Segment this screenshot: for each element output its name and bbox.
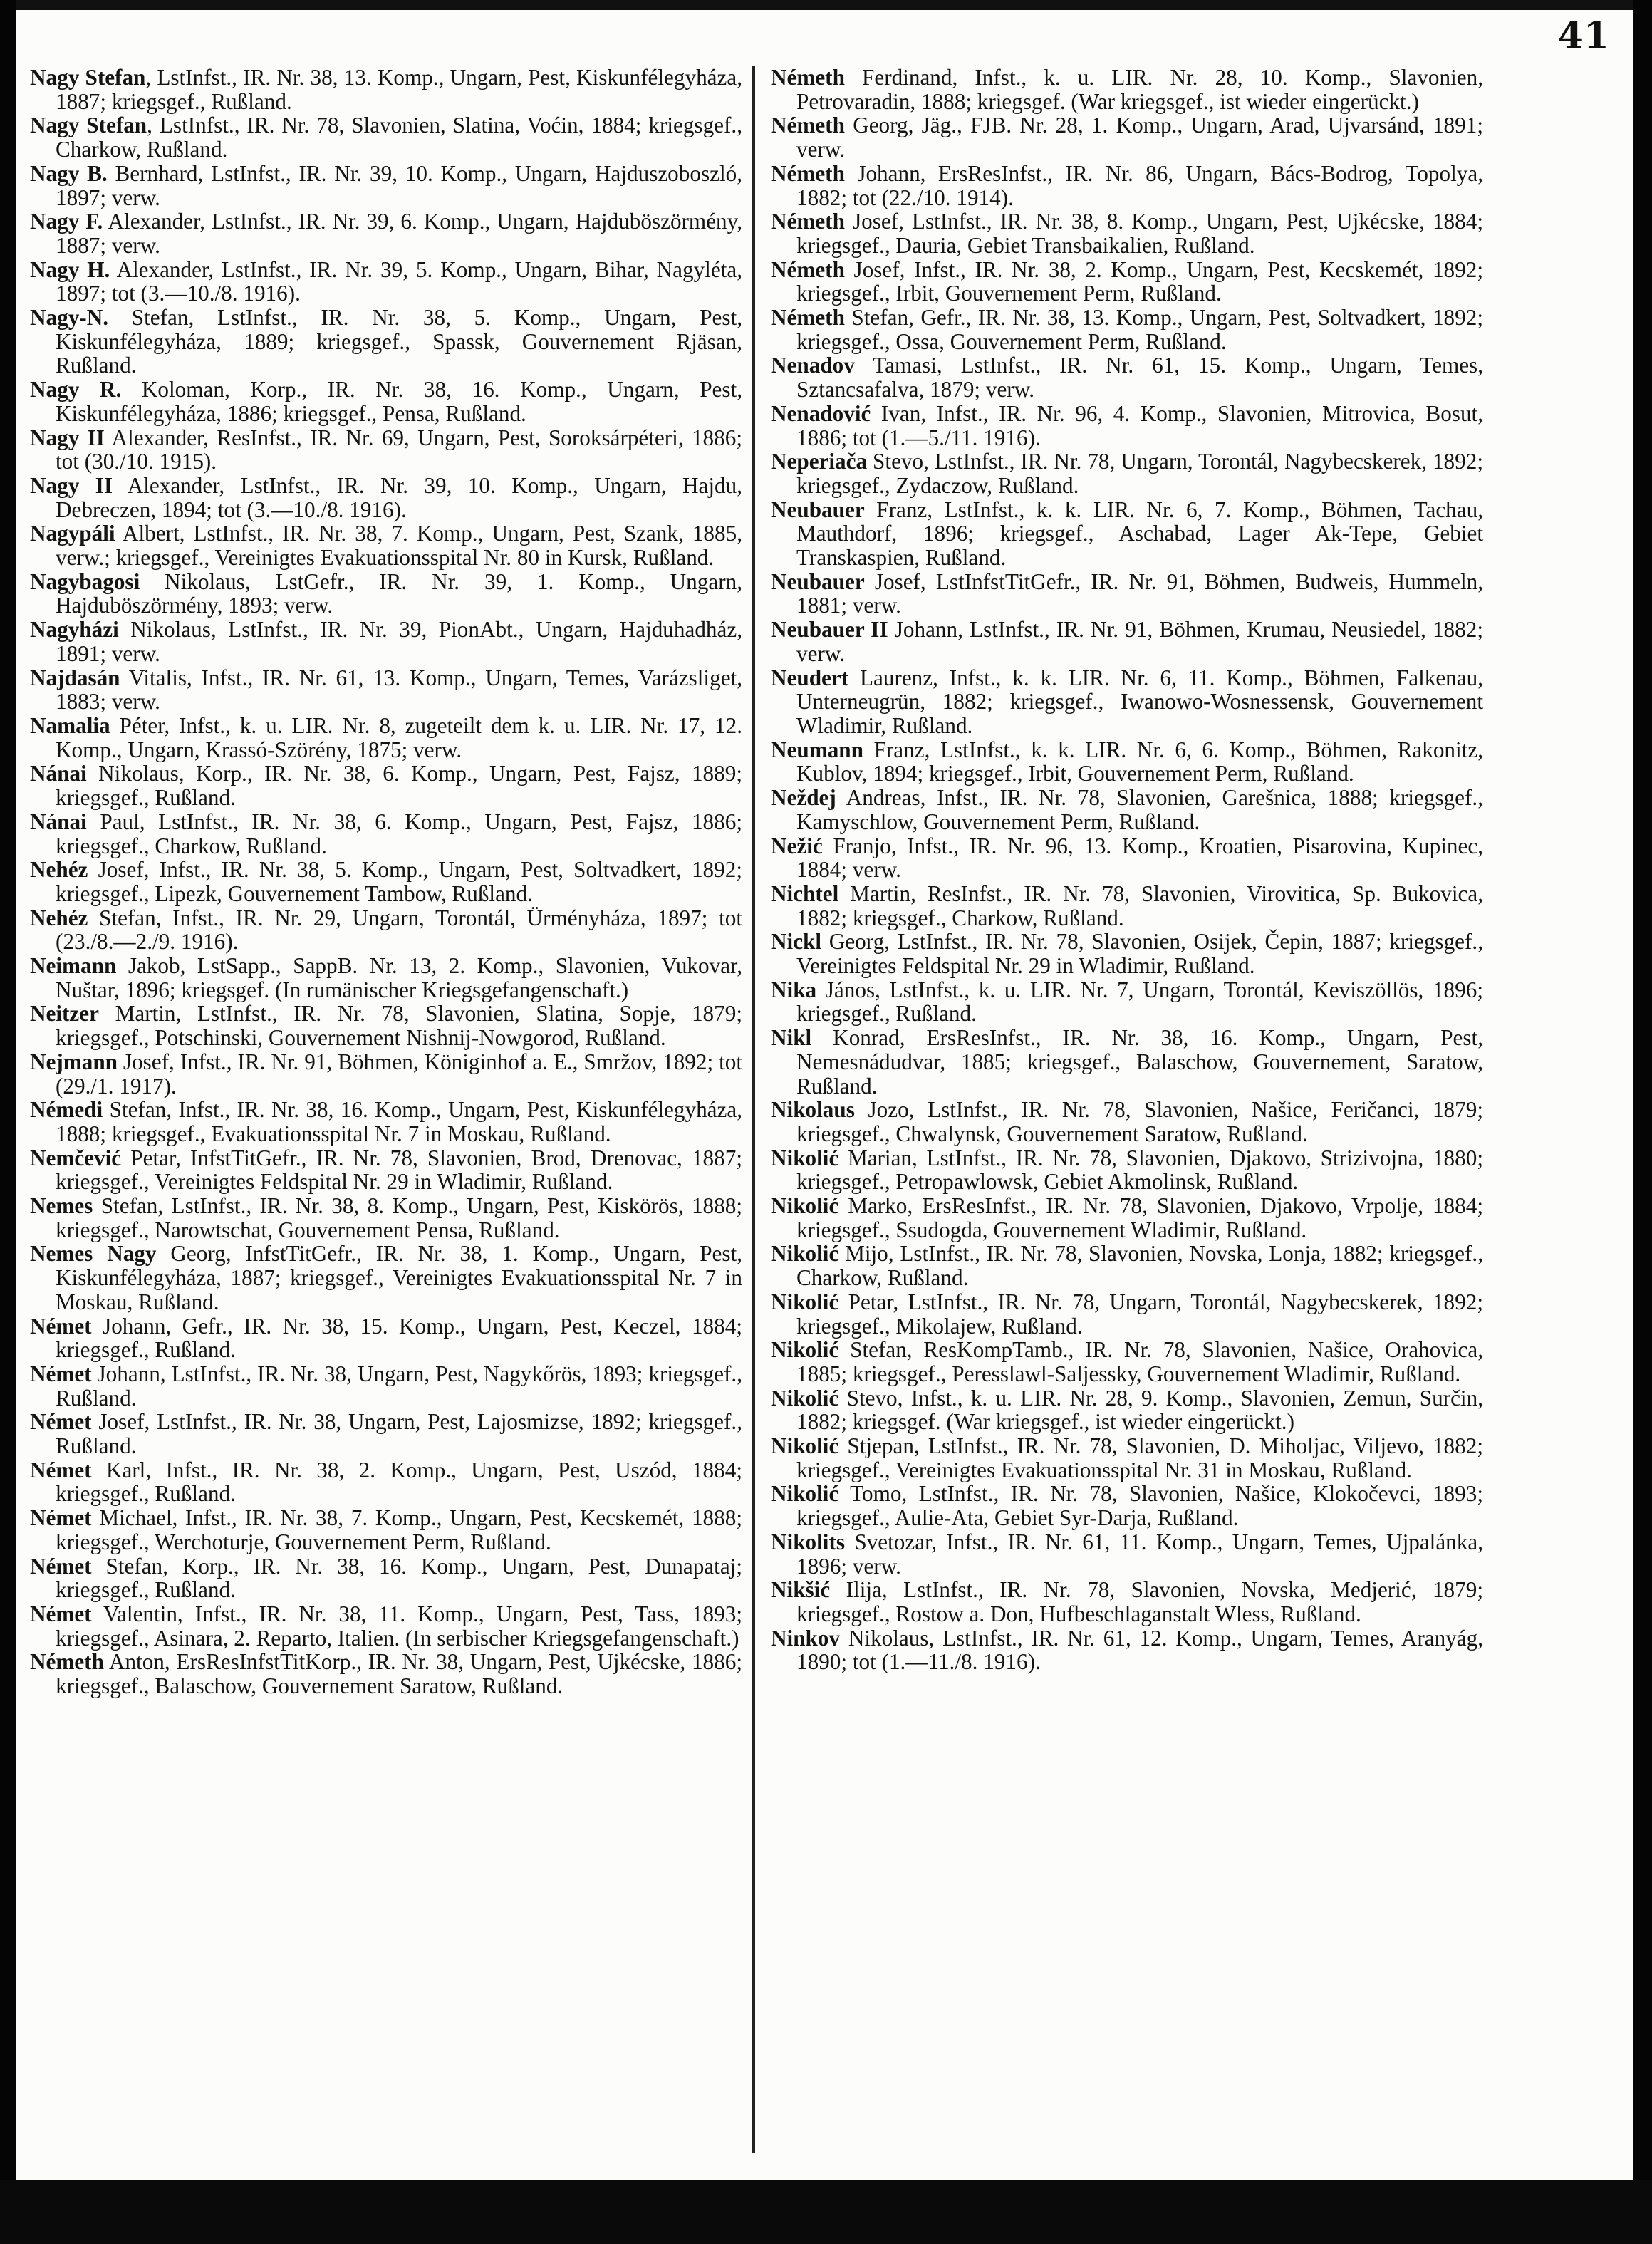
entry-details: Tamasi, LstInfst., IR. Nr. 61, 15. Komp., Ungarn, Temes, Sztancsafalva, 1879; verw. (796, 353, 1483, 402)
entry-surname: Nagy H. (30, 256, 110, 282)
entry-surname: Nikolaus (771, 1097, 855, 1123)
list-entry (771, 1338, 1483, 1386)
entry-surname: Németh (30, 1649, 104, 1675)
entry-details: Georg, InfstTitGefr., IR. Nr. 38, 1. Komp., Ungarn, Pest, Kiskunfélegyháza, 1887; kriegsgef., Vereinigtes Evakuationsspital Nr. 7 in Moskau, Rußland. (56, 1241, 742, 1314)
list-entry (30, 1050, 742, 1098)
list-entry (30, 762, 742, 809)
list-entry (771, 1194, 1483, 1242)
list-entry (30, 810, 742, 858)
entry-details: Johann, LstInfst., IR. Nr. 38, Ungarn, Pest, Nagykőrös, 1893; kriegsgef., Rußland. (56, 1361, 742, 1411)
entry-surname: Nagy Stefan (30, 65, 146, 90)
entry-surname: Nagypáli (30, 521, 115, 546)
entry-details: Koloman, Korp., IR. Nr. 38, 16. Komp., Ungarn, Pest, Kiskunfélegyháza, 1886; kriegsgef., Pensa, Rußland. (56, 377, 743, 426)
entry-surname: Nemes Nagy (30, 1241, 157, 1267)
entry-surname: Nagy-N. (30, 305, 109, 331)
entry-surname: Neimann (30, 953, 117, 979)
entry-details: Nikolaus, LstInfst., IR. Nr. 39, PionAbt., Ungarn, Hajduhadház, 1891; verw. (56, 617, 742, 666)
entry-details: , LstInfst., IR. Nr. 78, Slavonien, Slatina, Voćin, 1884; kriegsgef., Charkow, Rußland. (56, 113, 742, 162)
list-entry (30, 162, 742, 209)
entry-details: Stjepan, LstInfst., IR. Nr. 78, Slavonien, D. Miholjac, Viljevo, 1882; kriegsgef., Vereinigtes Evakuationsspital Nr. 31 in Moskau, Rußland. (796, 1433, 1483, 1482)
entry-details: Marian, LstInfst., IR. Nr. 78, Slavonien, Djakovo, Strizivojna, 1880; kriegsgef., Petropawlowsk, Gebiet Akmolinsk, Rußland. (796, 1145, 1483, 1195)
entry-surname: Neždej (771, 785, 836, 811)
entry-details: Jakob, LstSapp., SappB. Nr. 13, 2. Komp., Slavonien, Vukovar, Nuštar, 1896; kriegsgef. (In rumänischer Kriegsgefangenschaft.) (56, 953, 742, 1002)
entry-details: Stevo, Infst., k. u. LIR. Nr. 28, 9. Komp., Slavonien, Zemun, Surčin, 1882; kriegsgef. (War kriegsgef., ist wieder eingerückt.) (796, 1385, 1483, 1435)
list-entry (30, 1554, 742, 1602)
entry-details: Martin, ResInfst., IR. Nr. 78, Slavonien, Virovitica, Sp. Bukovica, 1882; kriegsgef., Charkow, Rußland. (796, 881, 1483, 930)
right-column (771, 66, 1483, 1674)
entry-details: Franjo, Infst., IR. Nr. 96, 13. Komp., Kroatien, Pisarovina, Kupinec, 1884; verw. (796, 833, 1483, 883)
column-divider (752, 66, 755, 2153)
entry-details: Bernhard, LstInfst., IR. Nr. 39, 10. Komp., Ungarn, Hajduszoboszló, 1897; verw. (56, 160, 742, 210)
entry-details: , LstInfst., IR. Nr. 38, 13. Komp., Ungarn, Pest, Kiskunfélegyháza, 1887; kriegsgef., Rußland. (56, 65, 742, 114)
entry-surname: Nenadov (771, 353, 855, 378)
list-entry (771, 834, 1483, 882)
entry-surname: Némedi (30, 1097, 103, 1123)
entry-details: Johann, Gefr., IR. Nr. 38, 15. Komp., Ungarn, Pest, Keczel, 1884; kriegsgef., Rußland. (56, 1313, 742, 1363)
entry-surname: Német (30, 1505, 92, 1531)
entry-surname: Nánai (30, 809, 87, 834)
entry-details: Nikolaus, Korp., IR. Nr. 38, 6. Komp., Ungarn, Pest, Fajsz, 1889; kriegsgef., Rußland. (56, 761, 742, 811)
entry-details: Marko, ErsResInfst., IR. Nr. 78, Slavonien, Djakovo, Vrpolje, 1884; kriegsgef., Ssudogda, Gouvernement Wladimir, Rußland. (796, 1193, 1483, 1242)
entry-surname: Nehéz (30, 857, 88, 883)
left-column (30, 66, 742, 1698)
list-entry (30, 209, 742, 257)
list-entry (30, 1362, 742, 1410)
list-entry (30, 1410, 742, 1458)
entry-surname: Nagy Stefan (30, 113, 147, 138)
entry-surname: Nagy B. (30, 160, 108, 186)
entry-details: Mijo, LstInfst., IR. Nr. 78, Slavonien, Novska, Lonja, 1882; kriegsgef., Charkow, Rußland. (796, 1241, 1483, 1291)
scan-border-right (1633, 0, 1652, 2244)
entry-details: Michael, Infst., IR. Nr. 38, 7. Komp., Ungarn, Pest, Kecskemét, 1888; kriegsgef., Werchoturje, Gouvernement Perm, Rußland. (56, 1505, 742, 1554)
entry-surname: Nagy II (30, 425, 105, 450)
list-entry (771, 978, 1483, 1026)
entry-surname: Namalia (30, 712, 110, 738)
entry-surname: Németh (771, 256, 845, 282)
entry-surname: Najdasán (30, 665, 120, 690)
entry-surname: Németh (771, 305, 845, 331)
list-entry (30, 113, 742, 161)
list-entry (771, 498, 1483, 570)
list-entry (30, 666, 742, 714)
entry-details: Konrad, ErsResInfst., IR. Nr. 38, 16. Komp., Ungarn, Pest, Nemesnádudvar, 1885; kriegsgef., Balaschow, Gouvernement, Saratow, Rußland. (796, 1025, 1483, 1098)
entry-details: Stefan, Infst., IR. Nr. 38, 16. Komp., Ungarn, Pest, Kiskunfélegyháza, 1888; kriegsgef., Evakuationsspital Nr. 7 in Moskau, Rußland. (56, 1097, 742, 1146)
entry-details: Josef, Infst., IR. Nr. 91, Böhmen, Königinhof a. E., Smržov, 1892; tot (29./1. 1917). (56, 1049, 742, 1098)
entry-surname: Nenadović (771, 400, 871, 426)
entry-details: Johann, LstInfst., IR. Nr. 91, Böhmen, Krumau, Neusiedel, 1882; verw. (796, 617, 1483, 666)
entry-details: Petar, InfstTitGefr., IR. Nr. 78, Slavonien, Brod, Drenovac, 1887; kriegsgef., Vereinigtes Feldspital Nr. 29 in Wladimir, Rußland. (56, 1145, 742, 1195)
entry-details: Josef, Infst., IR. Nr. 38, 5. Komp., Ungarn, Pest, Soltvadkert, 1892; kriegsgef., Lipezk, Gouvernement Tambow, Rußland. (56, 857, 742, 906)
list-entry (771, 1578, 1483, 1626)
list-entry (30, 378, 742, 425)
entry-details: Albert, LstInfst., IR. Nr. 38, 7. Komp., Ungarn, Pest, Szank, 1885, verw.; kriegsgef., Vereinigtes Evakuationsspital Nr. 80 in Kursk, Rußland. (56, 521, 742, 571)
list-entry (771, 402, 1483, 450)
entry-details: Stevo, LstInfst., IR. Nr. 78, Ungarn, Torontál, Nagybecskerek, 1892; kriegsgef., Zydaczow, Rußland. (796, 449, 1483, 498)
entry-surname: Németh (771, 160, 845, 186)
list-entry (30, 906, 742, 954)
list-entry (30, 1194, 742, 1242)
entry-surname: Német (30, 1601, 92, 1626)
entry-surname: Nikolić (771, 1433, 839, 1459)
entry-details: Alexander, ResInfst., IR. Nr. 69, Ungarn, Pest, Soroksárpéteri, 1886; tot (30./10. 1915). (56, 425, 742, 474)
entry-details: Stefan, LstInfst., IR. Nr. 38, 8. Komp., Ungarn, Pest, Kiskörös, 1888; kriegsgef., Narowtschat, Gouvernement Pensa, Rußland. (56, 1193, 742, 1242)
entry-details: Andreas, Infst., IR. Nr. 78, Slavonien, Garešnica, 1888; kriegsgef., Kamyschlow, Gouvernement Perm, Rußland. (796, 785, 1483, 834)
list-entry (771, 209, 1483, 257)
entry-surname: Németh (771, 113, 845, 138)
entry-surname: Nagy II (30, 472, 113, 498)
list-entry (771, 1530, 1483, 1578)
entry-surname: Ninkov (771, 1625, 841, 1651)
entry-surname: Nikšić (771, 1577, 831, 1603)
entry-details: Josef, LstInfst., IR. Nr. 38, Ungarn, Pest, Lajosmizse, 1892; kriegsgef., Rußland. (56, 1409, 742, 1459)
list-entry (771, 66, 1483, 113)
entry-details: Franz, LstInfst., k. k. LIR. Nr. 6, 6. Komp., Böhmen, Rakonitz, Kublov, 1894; kriegsgef., Irbit, Gouvernement Perm, Rußland. (796, 737, 1483, 786)
entry-surname: Nikolić (771, 1481, 839, 1507)
entry-details: Stefan, Infst., IR. Nr. 29, Ungarn, Torontál, Ürményháza, 1897; tot (23./8.—2./9. 1916). (56, 905, 742, 955)
entry-details: Stefan, LstInfst., IR. Nr. 38, 5. Komp., Ungarn, Pest, Kiskunfélegyháza, 1889; kriegsgef., Spassk, Gouvernement Rjäsan, Rußland. (56, 305, 742, 378)
entry-details: Karl, Infst., IR. Nr. 38, 2. Komp., Ungarn, Pest, Uszód, 1884; kriegsgef., Rußland. (56, 1457, 742, 1507)
entry-details: Ilija, LstInfst., IR. Nr. 78, Slavonien, Novska, Medjerić, 1879; kriegsgef., Rostow a. Don, Hufbeschlaganstalt Wless, Rußland. (796, 1577, 1483, 1626)
entry-surname: Nikolić (771, 1241, 839, 1267)
entry-surname: Nika (771, 977, 817, 1002)
list-entry (771, 1026, 1483, 1098)
entry-surname: Neitzer (30, 1001, 99, 1027)
entry-surname: Nikolić (771, 1193, 839, 1219)
entry-details: Franz, LstInfst., k. k. LIR. Nr. 6, 7. Komp., Böhmen, Tachau, Mauthdorf, 1896; kriegsgef., Aschabad, Lager Ak-Tepe, Gebiet Transkaspien, Rußland. (796, 497, 1483, 571)
entry-details: Valentin, Infst., IR. Nr. 38, 11. Komp., Ungarn, Pest, Tass, 1893; kriegsgef., Asinara, 2. Reparto, Italien. (In serbischer Kriegsgefangenschaft.) (56, 1601, 742, 1651)
list-entry (771, 1626, 1483, 1674)
list-entry (30, 1458, 742, 1506)
entry-details: Alexander, LstInfst., IR. Nr. 39, 10. Komp., Ungarn, Hajdu, Debreczen, 1894; tot (3.—10./8. 1916). (56, 472, 743, 522)
entry-surname: Nikl (771, 1025, 812, 1051)
list-entry (30, 858, 742, 905)
entry-details: Tomo, LstInfst., IR. Nr. 78, Slavonien, Našice, Klokočevci, 1893; kriegsgef., Aulie-Ata, Gebiet Syr-Darja, Rußland. (796, 1481, 1483, 1531)
list-entry (771, 570, 1483, 618)
list-entry (30, 306, 742, 378)
list-entry (771, 306, 1483, 353)
entry-details: János, LstInfst., k. u. LIR. Nr. 7, Ungarn, Torontál, Keviszöllös, 1896; kriegsgef., Rußland. (796, 977, 1483, 1027)
entry-surname: Nagyházi (30, 617, 119, 643)
entry-surname: Nejmann (30, 1049, 118, 1074)
list-entry (30, 1650, 742, 1698)
list-entry (30, 1098, 742, 1146)
list-entry (771, 1146, 1483, 1194)
entry-surname: Németh (771, 65, 845, 90)
list-entry (771, 738, 1483, 786)
entry-details: Martin, LstInfst., IR. Nr. 78, Slavonien, Slatina, Sopje, 1879; kriegsgef., Potschinski, Gouvernement Nishnij-Nowgorod, Rußland. (56, 1001, 742, 1051)
list-entry (30, 618, 742, 665)
list-entry (771, 113, 1483, 161)
entry-details: Josef, LstInfstTitGefr., IR. Nr. 91, Böhmen, Budweis, Hummeln, 1881; verw. (796, 568, 1483, 618)
list-entry (30, 521, 742, 569)
list-entry (771, 882, 1483, 930)
list-entry (30, 1314, 742, 1362)
list-entry (30, 570, 742, 618)
entry-details: Georg, Jäg., FJB. Nr. 28, 1. Komp., Ungarn, Arad, Ujvarsánd, 1891; verw. (796, 113, 1483, 162)
list-entry (30, 66, 742, 113)
list-entry (771, 258, 1483, 306)
entry-surname: Németh (771, 209, 845, 234)
page-number: 41 (1557, 14, 1609, 58)
entry-surname: Neumann (771, 737, 863, 762)
list-entry (771, 930, 1483, 977)
entry-details: Josef, Infst., IR. Nr. 38, 2. Komp., Ungarn, Pest, Kecskemét, 1892; kriegsgef., Irbit, Gouvernement Perm, Rußland. (796, 256, 1483, 306)
scan-border-top (0, 0, 1652, 10)
entry-surname: Nikolits (771, 1529, 845, 1554)
entry-details: Paul, LstInfst., IR. Nr. 38, 6. Komp., Ungarn, Pest, Fajsz, 1886; kriegsgef., Charkow, Rußland. (56, 809, 742, 858)
list-entry (771, 450, 1483, 497)
list-entry (771, 1290, 1483, 1338)
list-entry (771, 1482, 1483, 1529)
entry-surname: Neubauer (771, 568, 865, 594)
list-entry (771, 1386, 1483, 1434)
entry-surname: Neubauer (771, 497, 865, 522)
entry-surname: Nichtel (771, 881, 839, 906)
entry-surname: Nánai (30, 761, 87, 786)
list-entry (30, 1602, 742, 1650)
entry-details: Ivan, Infst., IR. Nr. 96, 4. Komp., Slavonien, Mitrovica, Bosut, 1886; tot (1.—5./11. 1916). (796, 400, 1483, 450)
entry-details: Stefan, Korp., IR. Nr. 38, 16. Komp., Ungarn, Pest, Dunapataj; kriegsgef., Rußland. (56, 1553, 742, 1603)
list-entry (771, 353, 1483, 401)
entry-surname: Német (30, 1361, 92, 1386)
list-entry (30, 258, 742, 306)
list-entry (30, 1002, 742, 1049)
list-entry (30, 954, 742, 1002)
entry-surname: Nemčević (30, 1145, 122, 1170)
list-entry (771, 618, 1483, 665)
list-entry (30, 1242, 742, 1314)
entry-details: Stefan, Gefr., IR. Nr. 38, 13. Komp., Ungarn, Pest, Soltvadkert, 1892; kriegsgef., Ossa, Gouvernement Perm, Rußland. (796, 305, 1483, 354)
entry-surname: Neudert (771, 665, 849, 690)
list-entry (30, 426, 742, 474)
entry-surname: Nagy F. (30, 209, 103, 234)
list-entry (771, 666, 1483, 738)
entry-details: Nikolaus, LstInfst., IR. Nr. 61, 12. Komp., Ungarn, Temes, Aranyág, 1890; tot (1.—11./8. 1916). (796, 1625, 1483, 1675)
entry-surname: Nežić (771, 833, 823, 858)
list-entry (771, 162, 1483, 209)
entry-details: Péter, Infst., k. u. LIR. Nr. 8, zugeteilt dem k. u. LIR. Nr. 17, 12. Komp., Ungarn, Krassó-Szörény, 1875; verw. (56, 712, 742, 762)
entry-details: Ferdinand, Infst., k. u. LIR. Nr. 28, 10. Komp., Slavonien, Petrovaradin, 1888; kriegsgef. (War kriegsgef., ist wieder eingerückt.) (796, 65, 1483, 114)
entry-surname: Német (30, 1409, 92, 1435)
scan-border-bottom (0, 2180, 1652, 2244)
list-entry (771, 786, 1483, 833)
entry-details: Anton, ErsResInfstTitKorp., IR. Nr. 38, Ungarn, Pest, Ujkécske, 1886; kriegsgef., Balaschow, Gouvernement Saratow, Rußland. (56, 1649, 742, 1699)
entry-surname: Nikolić (771, 1337, 839, 1363)
list-entry (771, 1242, 1483, 1289)
entry-surname: Nehéz (30, 905, 88, 930)
list-entry (30, 1506, 742, 1554)
entry-surname: Nikolić (771, 1145, 839, 1170)
scan-border-left (0, 0, 16, 2244)
entry-details: Alexander, LstInfst., IR. Nr. 39, 6. Komp., Ungarn, Hajduböszörmény, 1887; verw. (56, 209, 742, 258)
entry-details: Vitalis, Infst., IR. Nr. 61, 13. Komp., Ungarn, Temes, Varázsliget, 1883; verw. (56, 665, 742, 715)
list-entry (30, 714, 742, 762)
entry-details: Alexander, LstInfst., IR. Nr. 39, 5. Komp., Ungarn, Bihar, Nagyléta, 1897; tot (3.—10./8. 1916). (56, 256, 742, 306)
entry-surname: Német (30, 1553, 92, 1579)
entry-surname: Nickl (771, 929, 822, 955)
entry-details: Johann, ErsResInfst., IR. Nr. 86, Ungarn, Bács-Bodrog, Topolya, 1882; tot (22./10. 1914). (796, 160, 1483, 210)
entry-surname: Német (30, 1457, 92, 1482)
list-entry (30, 474, 742, 521)
entry-surname: Nagybagosi (30, 568, 140, 594)
entry-details: Nikolaus, LstGefr., IR. Nr. 39, 1. Komp., Ungarn, Hajduböszörmény, 1893; verw. (56, 568, 742, 618)
entry-details: Josef, LstInfst., IR. Nr. 38, 8. Komp., Ungarn, Pest, Ujkécske, 1884; kriegsgef., Dauria, Gebiet Transbaikalien, Rußland. (796, 209, 1483, 258)
list-entry (771, 1434, 1483, 1482)
entry-details: Georg, LstInfst., IR. Nr. 78, Slavonien, Osijek, Čepin, 1887; kriegsgef., Vereinigtes Feldspital Nr. 29 in Wladimir, Rußland. (796, 929, 1483, 979)
entry-surname: Nikolić (771, 1289, 839, 1314)
entry-details: Svetozar, Infst., IR. Nr. 61, 11. Komp., Ungarn, Temes, Ujpalánka, 1896; verw. (796, 1529, 1483, 1579)
entry-details: Laurenz, Infst., k. k. LIR. Nr. 6, 11. Komp., Böhmen, Falkenau, Unterneugrün, 1882; kriegsgef., Iwanowo-Wosnessensk, Gouvernement Wladimir, Rußland. (796, 665, 1483, 738)
entry-surname: Neubauer II (771, 617, 888, 643)
entry-surname: Nagy R. (30, 377, 122, 402)
entry-details: Petar, LstInfst., IR. Nr. 78, Ungarn, Torontál, Nagybecskerek, 1892; kriegsgef., Mikolajew, Rußland. (796, 1289, 1483, 1339)
entry-details: Jozo, LstInfst., IR. Nr. 78, Slavonien, Našice, Feričanci, 1879; kriegsgef., Chwalynsk, Gouvernement Saratow, Rußland. (796, 1097, 1483, 1146)
entry-surname: Neperiača (771, 449, 868, 474)
list-entry (771, 1098, 1483, 1146)
entry-surname: Német (30, 1313, 92, 1339)
entry-surname: Nemes (30, 1193, 93, 1219)
list-entry (30, 1146, 742, 1194)
entry-surname: Nikolić (771, 1385, 839, 1411)
entry-details: Stefan, ResKompTamb., IR. Nr. 78, Slavonien, Našice, Orahovica, 1885; kriegsgef., Peresslawl-Saljesskу, Gouvernement Wladimir, Rußland. (796, 1337, 1483, 1386)
